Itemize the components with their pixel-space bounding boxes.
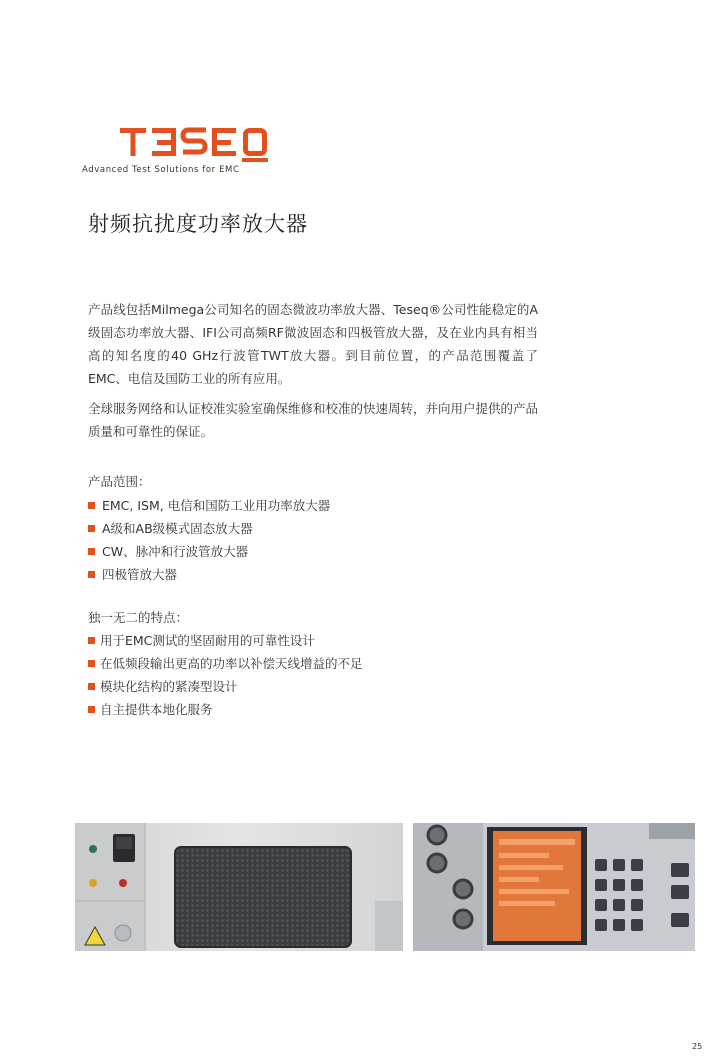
list-item — [88, 629, 363, 652]
features-heading: 独一无二的特点： — [88, 610, 189, 625]
list-item-text: EMC, ISM, 电信和国防工业用功率放大器 — [102, 498, 331, 513]
list-item-text: 用于EMC测试的坚固耐用的可靠性设计 — [100, 633, 315, 648]
list-item — [88, 517, 330, 540]
product-range-list — [88, 494, 330, 586]
bullet-square-icon — [88, 525, 95, 532]
instrument-panel-illustration — [413, 823, 695, 951]
bullet-square-icon — [88, 637, 95, 644]
product-range-heading: 产品范围： — [88, 474, 151, 489]
teseq-logo — [82, 124, 272, 164]
list-item-text: 模块化结构的紧凑型设计 — [100, 679, 238, 694]
list-item-text: 在低频段输出更高的功率以补偿天线增益的不足 — [100, 656, 363, 671]
bullet-square-icon — [88, 502, 95, 509]
list-item — [88, 652, 363, 675]
amplifier-panel-photo — [75, 823, 403, 951]
list-item — [88, 494, 330, 517]
list-item — [88, 540, 330, 563]
service-paragraph: 全球服务网络和认证校准实验室确保维修和校准的快速周转，并向用户提供的产品质量和可靠性的保证。 — [88, 401, 539, 439]
list-item-text: A级和AB级模式固态放大器 — [102, 521, 253, 536]
instrument-panel-photo — [413, 823, 695, 951]
intro-paragraph: 产品线包括Milmega公司知名的固态微波功率放大器、Teseq®公司性能稳定的A级固态功率放大器、IFI公司高频RF微波固态和四极管放大器，及在业内具有相当高的知名度的40 GHz行波管TWT放大器。到目前位置，的产品范围覆盖了EMC、电信及国防工业的所有应用。 — [88, 302, 538, 386]
features-list — [88, 629, 363, 721]
amplifier-panel-illustration — [75, 823, 403, 951]
bullet-square-icon — [88, 660, 95, 667]
list-item-text: 自主提供本地化服务 — [100, 702, 213, 717]
bullet-square-icon — [88, 683, 95, 690]
list-item-text: CW、脉冲和行波管放大器 — [102, 544, 249, 559]
bullet-square-icon — [88, 571, 95, 578]
teseq-logo-mark — [82, 124, 272, 164]
bullet-square-icon — [88, 706, 95, 713]
list-item — [88, 563, 330, 586]
page-number: 25 — [692, 1042, 703, 1051]
list-item — [88, 698, 363, 721]
list-item-text: 四极管放大器 — [102, 567, 178, 582]
list-item — [88, 675, 363, 698]
page-title: 射频抗扰度功率放大器 — [88, 212, 308, 236]
bullet-square-icon — [88, 548, 95, 555]
brand-tagline: Advanced Test Solutions for EMC — [82, 165, 240, 175]
